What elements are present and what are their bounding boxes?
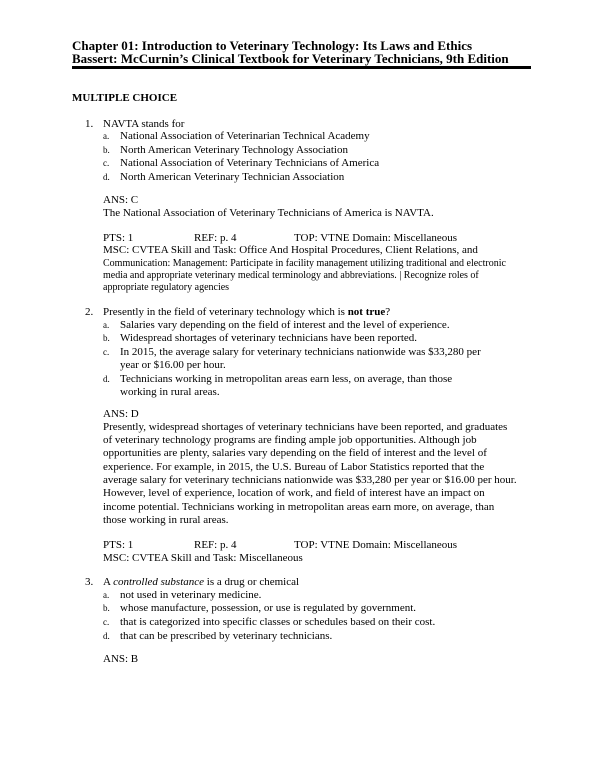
chapter-title: Chapter 01: Introduction to Veterinary Technology: Its Laws and Ethics — [72, 38, 473, 53]
answer: ANS: D — [103, 408, 139, 420]
rationale-line: Presently, widespread shortages of veterinary technicians have been reported, and graduates — [103, 421, 508, 433]
option-letter: b. — [103, 145, 110, 155]
rationale-line: of veterinary technology programs are finding ample job opportunities. Although job — [103, 434, 477, 446]
option-d: North American Veterinary Technician Association — [120, 171, 345, 183]
option-letter: d. — [103, 631, 110, 641]
rationale-line: average salary for veterinary technicians nationwide was $33,280 per year or $16.00 per hour. — [103, 474, 517, 486]
question-number: 2. — [85, 306, 94, 318]
rationale-line: However, level of experience, location of work, and field of interest have an impact on — [103, 487, 485, 499]
option-letter: b. — [103, 603, 110, 613]
option-b: whose manufacture, possession, or use is regulated by government. — [120, 602, 417, 614]
option-letter: d. — [103, 374, 110, 384]
book-title: Bassert: McCurnin’s Clinical Textbook for Veterinary Technicians, 9th Edition — [72, 51, 509, 66]
option-c: In 2015, the average salary for veterinary technicians nationwide was $33,280 per — [120, 346, 481, 358]
msc-line: MSC: CVTEA Skill and Task: Miscellaneous — [103, 552, 303, 564]
option-c-continued: year or $16.00 per hour. — [120, 359, 226, 371]
points: PTS: 1 — [103, 232, 134, 244]
msc-line: media and appropriate veterinary medical terminology and abbreviations. | Recognize roles of — [103, 270, 479, 281]
rationale-line: The National Association of Veterinary Technicians of America is NAVTA. — [103, 207, 434, 219]
msc-line: appropriate regulatory agencies — [103, 282, 230, 293]
msc-line: MSC: CVTEA Skill and Task: Office And Hospital Procedures, Client Relations, and — [103, 244, 478, 256]
question-stem: Presently in the field of veterinary technology which is not true? — [103, 306, 391, 318]
option-b: Widespread shortages of veterinary technicians have been reported. — [120, 332, 418, 344]
topic: TOP: VTNE Domain: Miscellaneous — [294, 232, 458, 244]
rationale-line: those working in rural areas. — [103, 514, 229, 526]
option-letter: c. — [103, 617, 110, 627]
option-a: National Association of Veterinarian Technical Academy — [120, 130, 370, 142]
points: PTS: 1 — [103, 539, 134, 551]
option-letter: c. — [103, 158, 110, 168]
option-c: National Association of Veterinary Technicians of America — [120, 157, 380, 169]
rationale-line: income potential. Technicians working in metropolitan areas earn more, on average, than — [103, 501, 495, 513]
reference: REF: p. 4 — [194, 539, 237, 551]
answer: ANS: B — [103, 653, 139, 665]
option-letter: a. — [103, 131, 110, 141]
option-d: that can be prescribed by veterinary technicians. — [120, 630, 333, 642]
header-divider — [72, 66, 531, 69]
question-stem: NAVTA stands for — [103, 118, 185, 130]
option-b: North American Veterinary Technology Association — [120, 144, 348, 156]
question-number: 3. — [85, 576, 94, 588]
emphasis-text: controlled substance — [113, 576, 205, 588]
option-a: not used in veterinary medicine. — [120, 589, 262, 601]
option-d: Technicians working in metropolitan areas earn less, on average, than those — [120, 373, 453, 385]
option-letter: b. — [103, 333, 110, 343]
emphasis-text: not true — [347, 306, 386, 318]
answer: ANS: C — [103, 194, 139, 206]
option-d-continued: working in rural areas. — [120, 386, 220, 398]
question-number: 1. — [85, 118, 94, 130]
rationale-line: experience. For example, in 2015, the U.S. Bureau of Labor Statistics reported that the — [103, 461, 485, 473]
option-letter: c. — [103, 347, 110, 357]
option-a: Salaries vary depending on the field of interest and the level of experience. — [120, 319, 450, 331]
topic: TOP: VTNE Domain: Miscellaneous — [294, 539, 458, 551]
question-stem: A controlled substance is a drug or chemical — [103, 576, 300, 588]
msc-line: Communication: Management: Participate in facility management utilizing traditional and electronic — [103, 258, 506, 269]
option-c: that is categorized into specific classes or schedules based on their cost. — [120, 616, 436, 628]
section-title: MULTIPLE CHOICE — [72, 92, 178, 104]
option-letter: d. — [103, 172, 110, 182]
reference: REF: p. 4 — [194, 232, 237, 244]
rationale-line: opportunities are plenty, salaries vary depending on the field of interest and the level of — [103, 447, 487, 459]
option-letter: a. — [103, 320, 110, 330]
option-letter: a. — [103, 590, 110, 600]
